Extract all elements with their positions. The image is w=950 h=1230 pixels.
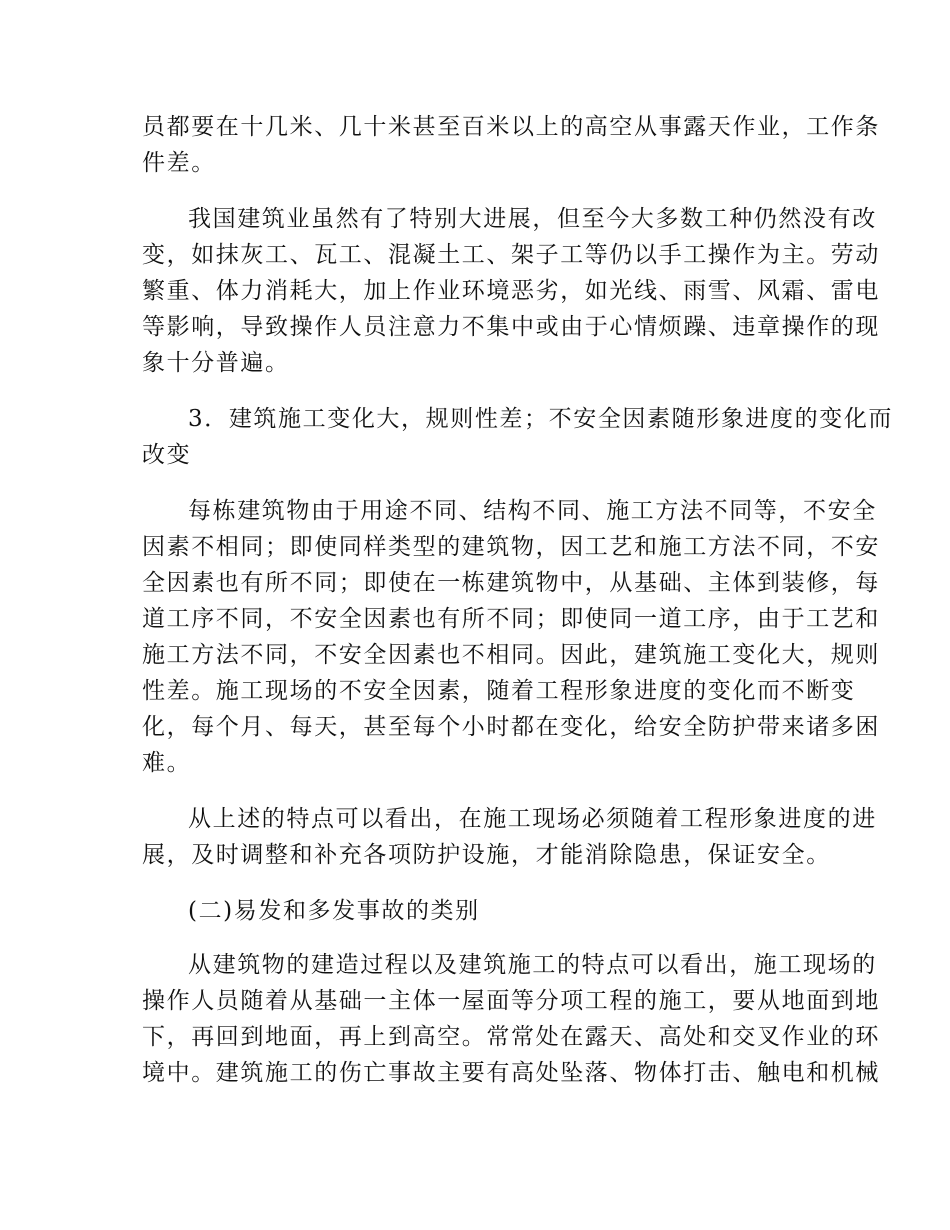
- paragraph-line: 性差。施工现场的不安全因素，随着工程形象进度的变化而不断变: [142, 678, 856, 704]
- paragraph-line: 全因素也有所不同；即使在一栋建筑物中，从基础、主体到装修，每: [142, 570, 880, 596]
- paragraph-line: 从上述的特点可以看出，在施工现场必须随着工程形象进度的进: [188, 806, 877, 832]
- paragraph-line: 从建筑物的建造过程以及建筑施工的特点可以看出，施工现场的: [188, 952, 877, 978]
- paragraph-line: 因素不相同；即使同样类型的建筑物，因工艺和施工方法不同，不安: [142, 534, 880, 560]
- paragraph-line: 件差。: [142, 150, 216, 176]
- paragraph-line: 施工方法不同，不安全因素也不相同。因此，建筑施工变化大，规则: [142, 642, 880, 668]
- paragraph-line: 繁重、体力消耗大，加上作业环境恶劣，如光线、雨雪、风霜、雷电: [142, 278, 880, 304]
- paragraph-line: 变，如抹灰工、瓦工、混凝土工、架子工等仍以手工操作为主。劳动: [142, 242, 880, 268]
- section-heading-line: 3．建筑施工变化大，规则性差；不安全因素随形象进度的变化而: [188, 406, 894, 432]
- paragraph-line: 我国建筑业虽然有了特别大进展，但至今大多数工种仍然没有改: [188, 206, 877, 232]
- paragraph-line: 道工序不同，不安全因素也有所不同；即使同一道工序，由于工艺和: [142, 606, 880, 632]
- paragraph-line: 展，及时调整和补充各项防护设施，才能消除隐患，保证安全。: [142, 842, 831, 868]
- paragraph-line: 象十分普遍。: [142, 350, 290, 376]
- paragraph-line: 操作人员随着从基础一主体一屋面等分项工程的施工，要从地面到地: [142, 988, 880, 1014]
- paragraph-line: 每栋建筑物由于用途不同、结构不同、施工方法不同等，不安全: [188, 498, 877, 524]
- paragraph-line: 下，再回到地面，再上到高空。常常处在露天、高处和交叉作业的环: [142, 1024, 880, 1050]
- paragraph-line: 化，每个月、每天，甚至每个小时都在变化，给安全防护带来诸多困: [142, 714, 880, 740]
- section-heading: (二)易发和多发事故的类别: [188, 898, 480, 924]
- paragraph-line: 等影响，导致操作人员注意力不集中或由于心情烦躁、违章操作的现: [142, 314, 880, 340]
- paragraph-line: 难。: [142, 750, 192, 776]
- section-heading-line: 改变: [142, 442, 192, 468]
- paragraph-line: 员都要在十几米、几十米甚至百米以上的高空从事露天作业，工作条: [142, 114, 880, 140]
- paragraph-line: 境中。建筑施工的伤亡事故主要有高处坠落、物体打击、触电和机械: [142, 1060, 880, 1086]
